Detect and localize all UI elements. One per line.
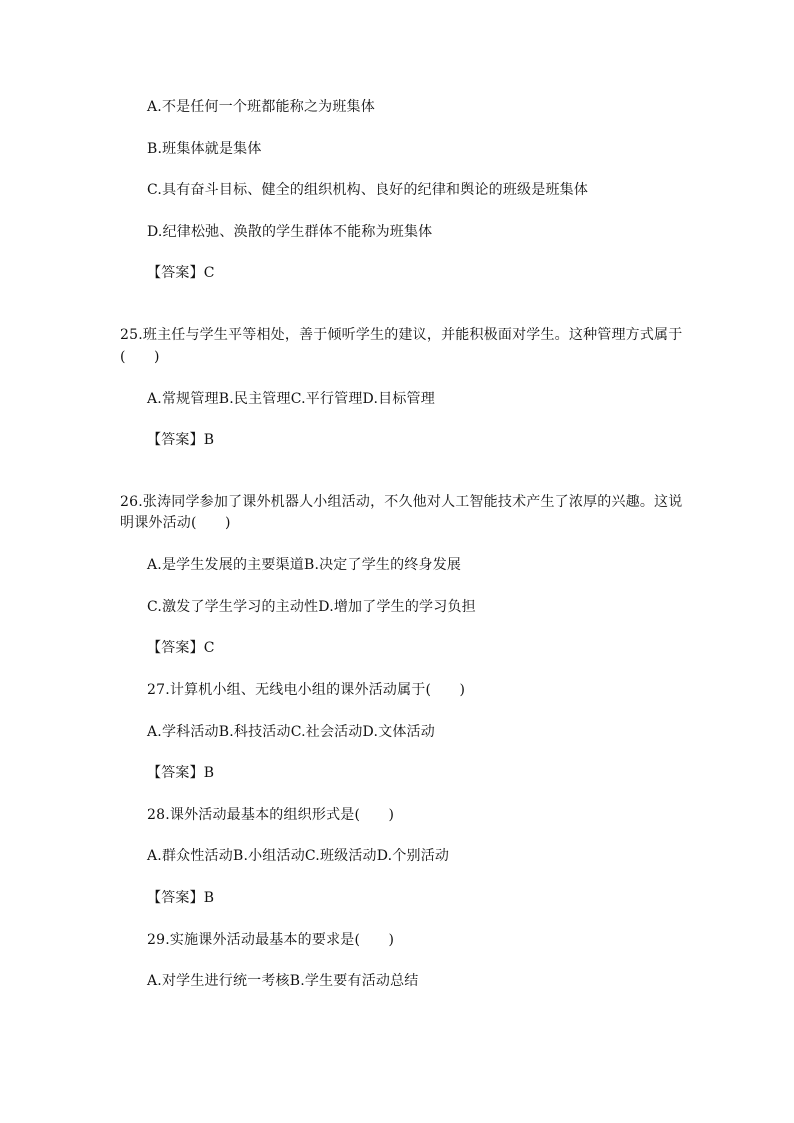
answer-27: 【答案】B [147, 765, 215, 781]
option-c: C.具有奋斗目标、健全的组织机构、良好的纪律和舆论的班级是班集体 [147, 182, 589, 198]
option-a: A.不是任何一个班都能称之为班集体 [147, 99, 375, 115]
question-26-line-2: 明课外活动( ) [120, 515, 231, 531]
question-28: 28.课外活动最基本的组织形式是( ) [147, 807, 395, 823]
question-27: 27.计算机小组、无线电小组的课外活动属于( ) [147, 682, 466, 698]
answer-26: 【答案】C [147, 640, 215, 656]
options-28: A.群众性活动B.小组活动C.班级活动D.个别活动 [147, 848, 450, 864]
answer-28: 【答案】B [147, 890, 215, 906]
question-29: 29.实施课外活动最基本的要求是( ) [147, 932, 395, 948]
option-d: D.纪律松弛、涣散的学生群体不能称为班集体 [147, 224, 433, 240]
answer-24: 【答案】C [147, 265, 215, 281]
options-29-ab: A.对学生进行统一考核B.学生要有活动总结 [147, 973, 419, 989]
answer-25: 【答案】B [147, 432, 215, 448]
question-25-line-2: ( ) [120, 349, 160, 365]
options-26-ab: A.是学生发展的主要渠道B.决定了学生的终身发展 [147, 557, 462, 573]
question-25-line-1: 25.班主任与学生平等相处，善于倾听学生的建议，并能积极面对学生。这种管理方式属于 [120, 327, 683, 343]
option-b: B.班集体就是集体 [147, 141, 262, 157]
options-26-cd: C.激发了学生学习的主动性D.增加了学生的学习负担 [147, 599, 476, 615]
question-26-line-1: 26.张涛同学参加了课外机器人小组活动，不久他对人工智能技术产生了浓厚的兴趣。这说 [120, 494, 683, 510]
options-27: A.学科活动B.科技活动C.社会活动D.文体活动 [147, 724, 435, 740]
options-25: A.常规管理B.民主管理C.平行管理D.目标管理 [147, 391, 435, 407]
